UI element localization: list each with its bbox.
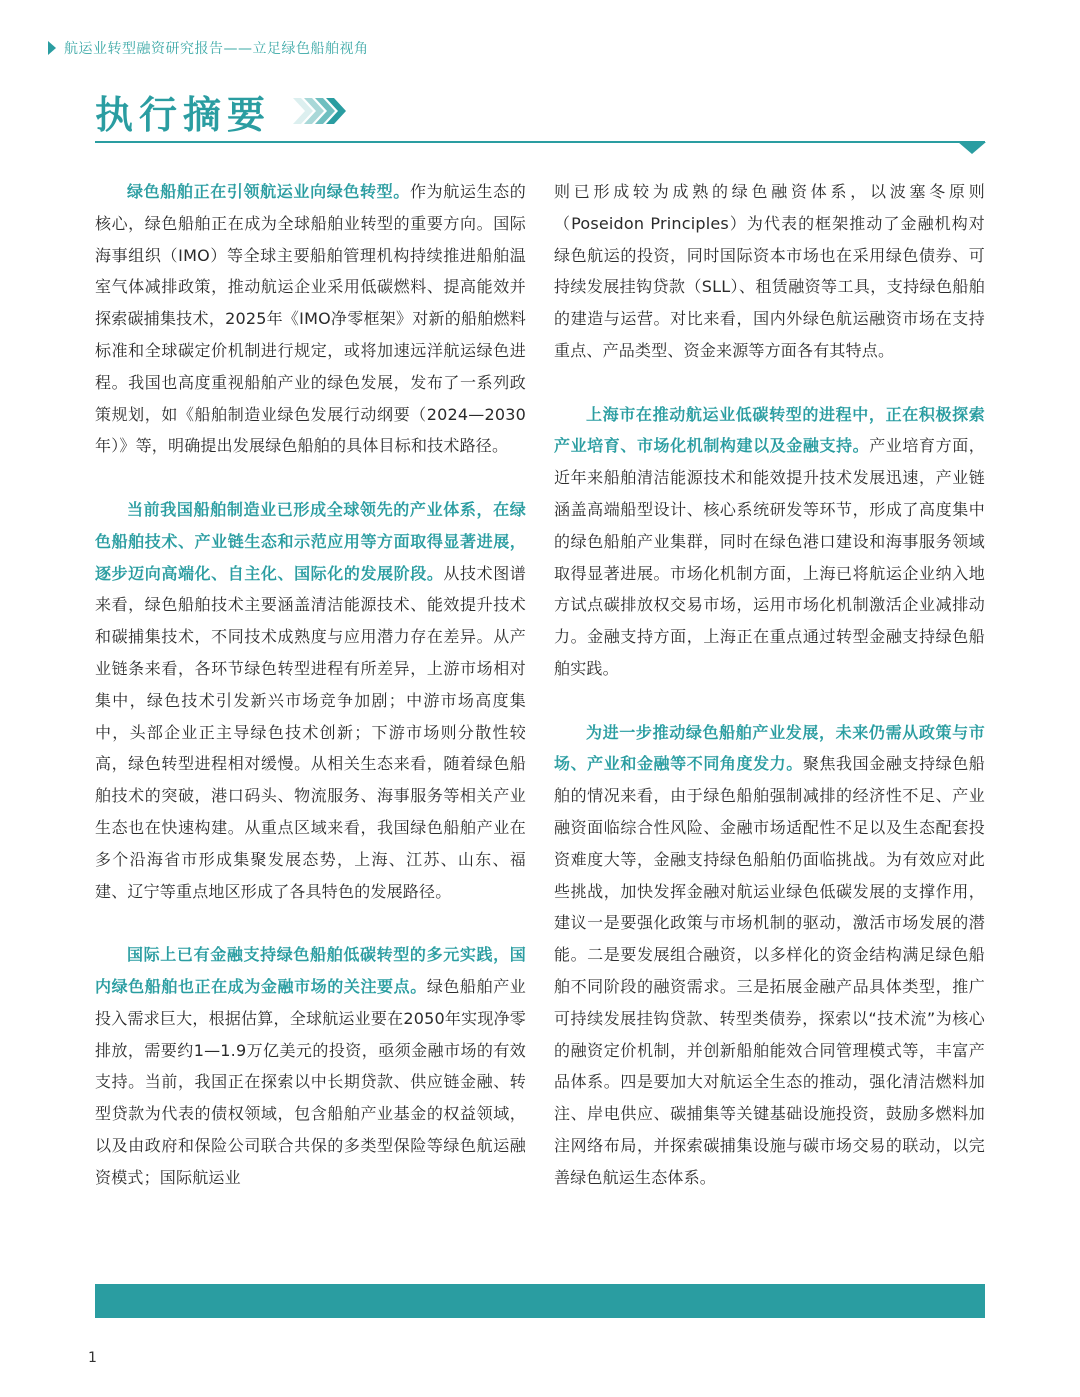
paragraph-4-body: 产业培育方面，近年来船舶清洁能源技术和能效提升技术发展迅速，产业链涵盖高端船型设计、核心系统研发等环节，形成了高度集中的绿色船舶产业集群，同时在绿色港口建设和海事服务领域取得显著进展。市场化机制方面，上海已将航运企业纳入地方试点碳排放权交易市场，运用市场化机制激活企业减排动力。金融支持方面，上海正在重点通过转型金融支持绿色船舶实践。	[554, 436, 985, 678]
page-title: 执行摘要	[95, 92, 272, 137]
paragraph-3-body: 绿色船舶产业投入需求巨大，根据估算，全球航运业要在2050年实现净零排放，需要约1—1.9万亿美元的投资，亟须金融市场的有效支持。当前，我国正在探索以中长期贷款、供应链金融、转型贷款为代表的债权领域，包含船舶产业基金的权益领域，以及由政府和保险公司联合共保的多类型保险等绿色航运融资模式；国际航运业	[95, 976, 526, 1187]
title-divider	[95, 141, 985, 143]
paragraph-3-continued-body: 则已形成较为成熟的绿色融资体系，以波塞冬原则（Poseidon Principles）为代表的框架推动了金融机构对绿色航运的投资，同时国际资本市场也在采用绿色债券、可持续发展挂钩贷款（SLL）、租赁融资等工具，支持绿色船舶的建造与运营。对比来看，国内外绿色航运融资市场在支持重点、产品类型、资金来源等方面各有其特点。	[554, 182, 985, 360]
play-triangle-icon	[48, 41, 56, 55]
paragraph-1-body: 作为航运生态的核心，绿色船舶正在成为全球船舶业转型的重要方向。国际海事组织（IMO）等全球主要船舶管理机构持续推进船舶温室气体减排政策，推动航运企业采用低碳燃料、提高能效并探索碳捕集技术，2025年《IMO净零框架》对新的船舶燃料标准和全球碳定价机制进行规定，或将加速远洋航运绿色进程。我国也高度重视船舶产业的绿色发展，发布了一系列政策规划，如《船舶制造业绿色发展行动纲要（2024—2030年）》等，明确提出发展绿色船舶的具体目标和技术路径。	[95, 182, 526, 456]
right-column	[554, 176, 985, 1194]
paragraph-2-body: 从技术图谱来看，绿色船舶技术主要涵盖清洁能源技术、能效提升技术和碳捕集技术，不同技术成熟度与应用潜力存在差异。从产业链条来看，各环节绿色转型进程有所差异，上游市场相对集中，绿色技术引发新兴市场竞争加剧；中游市场高度集中，头部企业正主导绿色技术创新；下游市场则分散性较高，绿色转型进程相对缓慢。从相关生态来看，随着绿色船舶技术的突破，港口码头、物流服务、海事服务等相关产业生态也在快速构建。从重点区域来看，我国绿色船舶产业在多个沿海省市形成集聚发展态势，上海、江苏、山东、福建、辽宁等重点地区形成了各具特色的发展路径。	[95, 563, 526, 901]
footer-band	[95, 1284, 985, 1318]
paragraph-3	[95, 939, 526, 1193]
title-block	[95, 86, 347, 136]
paragraph-5-highlight: 为进一步推动绿色船舶产业发展，未来仍需从政策与市场、产业和金融等不同角度发力。	[554, 722, 985, 774]
paragraph-1	[95, 176, 526, 462]
running-header	[48, 38, 369, 58]
paragraph-2	[95, 494, 526, 907]
paragraph-4-highlight: 上海市在推动航运业低碳转型的进程中，正在积极探索产业培育、市场化机制构建以及金融支持。	[554, 404, 985, 456]
paragraph-3-continued	[554, 176, 985, 367]
left-column	[95, 176, 526, 1194]
paragraph-5-body: 聚焦我国金融支持绿色船舶的情况来看，由于绿色船舶强制减排的经济性不足、产业融资面临综合性风险、金融市场适配性不足以及生态配套投资难度大等，金融支持绿色船舶仍面临挑战。为有效应对此些挑战，加快发挥金融对航运业绿色低碳发展的支撑作用，建议一是要强化政策与市场机制的驱动，激活市场发展的潜能。二是要发展组合融资，以多样化的资金结构满足绿色船舶不同阶段的融资需求。三是拓展金融产品具体类型，推广可持续发展挂钩贷款、转型类债券，探索以“技术流”为核心的融资定价机制，并创新船舶能效合同管理模式等，丰富产品体系。四是要加大对航运全生态的推动，强化清洁燃料加注、岸电供应、碳捕集等关键基础设施投资，鼓励多燃料加注网络布局，并探索碳捕集设施与碳市场交易的联动，以完善绿色航运生态体系。	[554, 754, 985, 1187]
paragraph-2-highlight: 当前我国船舶制造业已形成全球领先的产业体系，在绿色船舶技术、产业链生态和示范应用等方面取得显著进展，逐步迈向高端化、自主化、国际化的发展阶段。	[95, 499, 526, 583]
paragraph-1-highlight: 绿色船舶正在引领航运业向绿色转型。	[127, 182, 410, 201]
page-number: 1	[88, 1350, 97, 1366]
paragraph-4	[554, 399, 985, 685]
divider-triangle-icon	[958, 142, 986, 154]
chevron-arrows-icon	[291, 91, 347, 131]
running-header-title: 航运业转型融资研究报告——立足绿色船舶视角	[64, 41, 369, 57]
paragraph-5	[554, 717, 985, 1194]
paragraph-3-highlight: 国际上已有金融支持绿色船舶低碳转型的多元实践，国内绿色船舶也正在成为金融市场的关注要点。	[95, 945, 526, 996]
